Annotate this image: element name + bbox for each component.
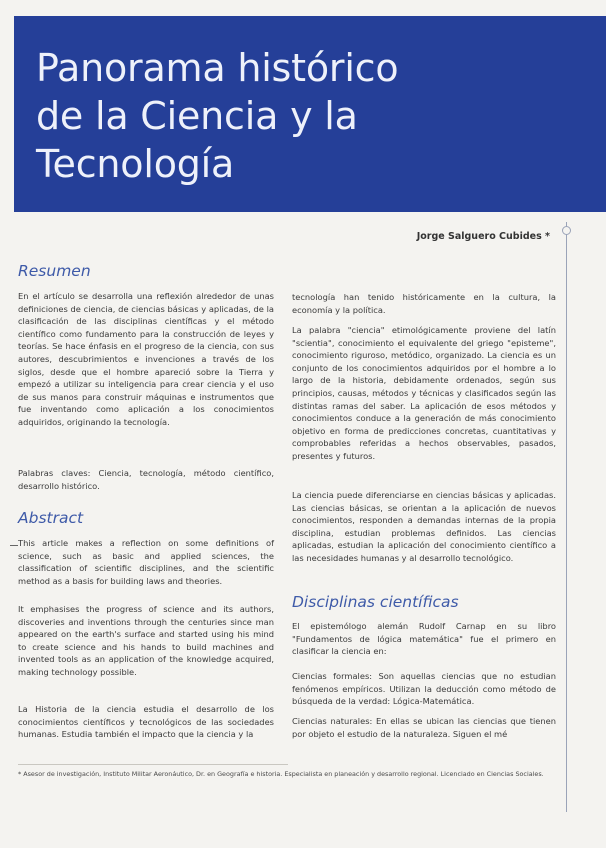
decorative-circle	[562, 226, 571, 235]
abstract-heading: Abstract	[18, 509, 84, 527]
resumen-heading: Resumen	[18, 262, 91, 280]
right-paragraph-1: tecnología han tenido históricamente en la cultura, la economía y la política.	[292, 292, 556, 315]
disciplinas-heading: Disciplinas científicas	[292, 593, 459, 611]
footnote-rule	[18, 764, 288, 765]
title-line-1: Panorama histórico	[36, 46, 399, 90]
margin-mark	[10, 545, 18, 546]
title-line-3: Tecnología	[36, 142, 235, 186]
right-paragraph-2: La palabra "ciencia" etimológicamente proviene del latín "scientia", conocimiento el equivalente del griego "episteme", conocimiento riguroso, metódico, organizado. La ciencia es un conjunto de los conocimientos adquiridos por el hombre a lo largo de la historia, debidamente ordenados, según sus principios, causas, métodos y técnicas y clasificados según las distintas ramas del saber. La aplicación de esos métodos y conocimientos conduce a la generación de más conocimiento objetivo en forma de predicciones concretas, cuantitativas y comprobables referidas a hechos observables, pasados, presentes y futuros.	[292, 325, 556, 461]
resumen-keywords: Palabras claves: Ciencia, tecnología, método científico, desarrollo histórico.	[18, 468, 274, 491]
right-paragraph-5: Ciencias formales: Son aquellas ciencias que no estudian fenómenos empíricos. Utilizan la deducción como método de búsqueda de la verdad: Lógica-Matemática.	[292, 671, 556, 707]
intro-paragraph: La Historia de la ciencia estudia el desarrollo de los conocimientos científicos y tecnológicos de las sociedades humanas. Estudia también el impacto que la ciencia y la	[18, 704, 274, 740]
resumen-body: En el artículo se desarrolla una reflexión alrededor de unas definiciones de ciencia, de ciencias básicas y aplicadas, de la clasificación de las disciplinas científicas y el método científico como fundamento para la construcción de leyes y teorías. Se hace énfasis en el progreso de la ciencia, con sus autores, descubrimientos e invenciones a través de los siglos, desde que el hombre apareció sobre la Tierra y empezó a utilizar su inteligencia para crear ciencia y el uso de sus manos para construir máquinas e instrumentos que fue inventando como aplicación a los conocimientos adquiridos, originando la tecnología.	[18, 291, 274, 427]
right-paragraph-4: El epistemólogo alemán Rudolf Carnap en su libro "Fundamentos de lógica matemática" fue el primero en clasificar la ciencia en:	[292, 621, 556, 657]
author-footnote: * Asesor de investigación, Instituto Militar Aeronáutico, Dr. en Geografía e historia. Especialista en planeación y desarrollo regional. Licenciado en Ciencias Sociales.	[18, 770, 544, 778]
title-line-2: de la Ciencia y la	[36, 94, 358, 138]
right-paragraph-3: La ciencia puede diferenciarse en ciencias básicas y aplicadas. Las ciencias básicas, se orientan a la aplicación de nuevos conocimientos, responden a demandas internas de la propia disciplina, estudian problemas definidos. Las ciencias aplicadas, estudian la aplicación del conocimiento científico a las necesidades humanas y al desarrollo tecnológico.	[292, 490, 556, 563]
abstract-paragraph-2: It emphasises the progress of science and its authors, discoveries and inventions through the centuries since man appeared on the earth's surface and started using his mind to create science and his hands to build machines and invented tools as an application of the knowledge acquired, making technology possible.	[18, 604, 274, 677]
abstract-paragraph-1: This article makes a reflection on some definitions of science, such as basic and applied sciences, the classification of scientific disciplines, and the scientific method as a basis for building laws and theories.	[18, 538, 274, 586]
decorative-vertical-rule	[566, 222, 567, 812]
title-banner	[14, 16, 606, 212]
author-name: Jorge Salguero Cubides *	[416, 231, 550, 242]
right-paragraph-6: Ciencias naturales: En ellas se ubican las ciencias que tienen por objeto el estudio de la naturaleza. Siguen el mé	[292, 716, 556, 739]
